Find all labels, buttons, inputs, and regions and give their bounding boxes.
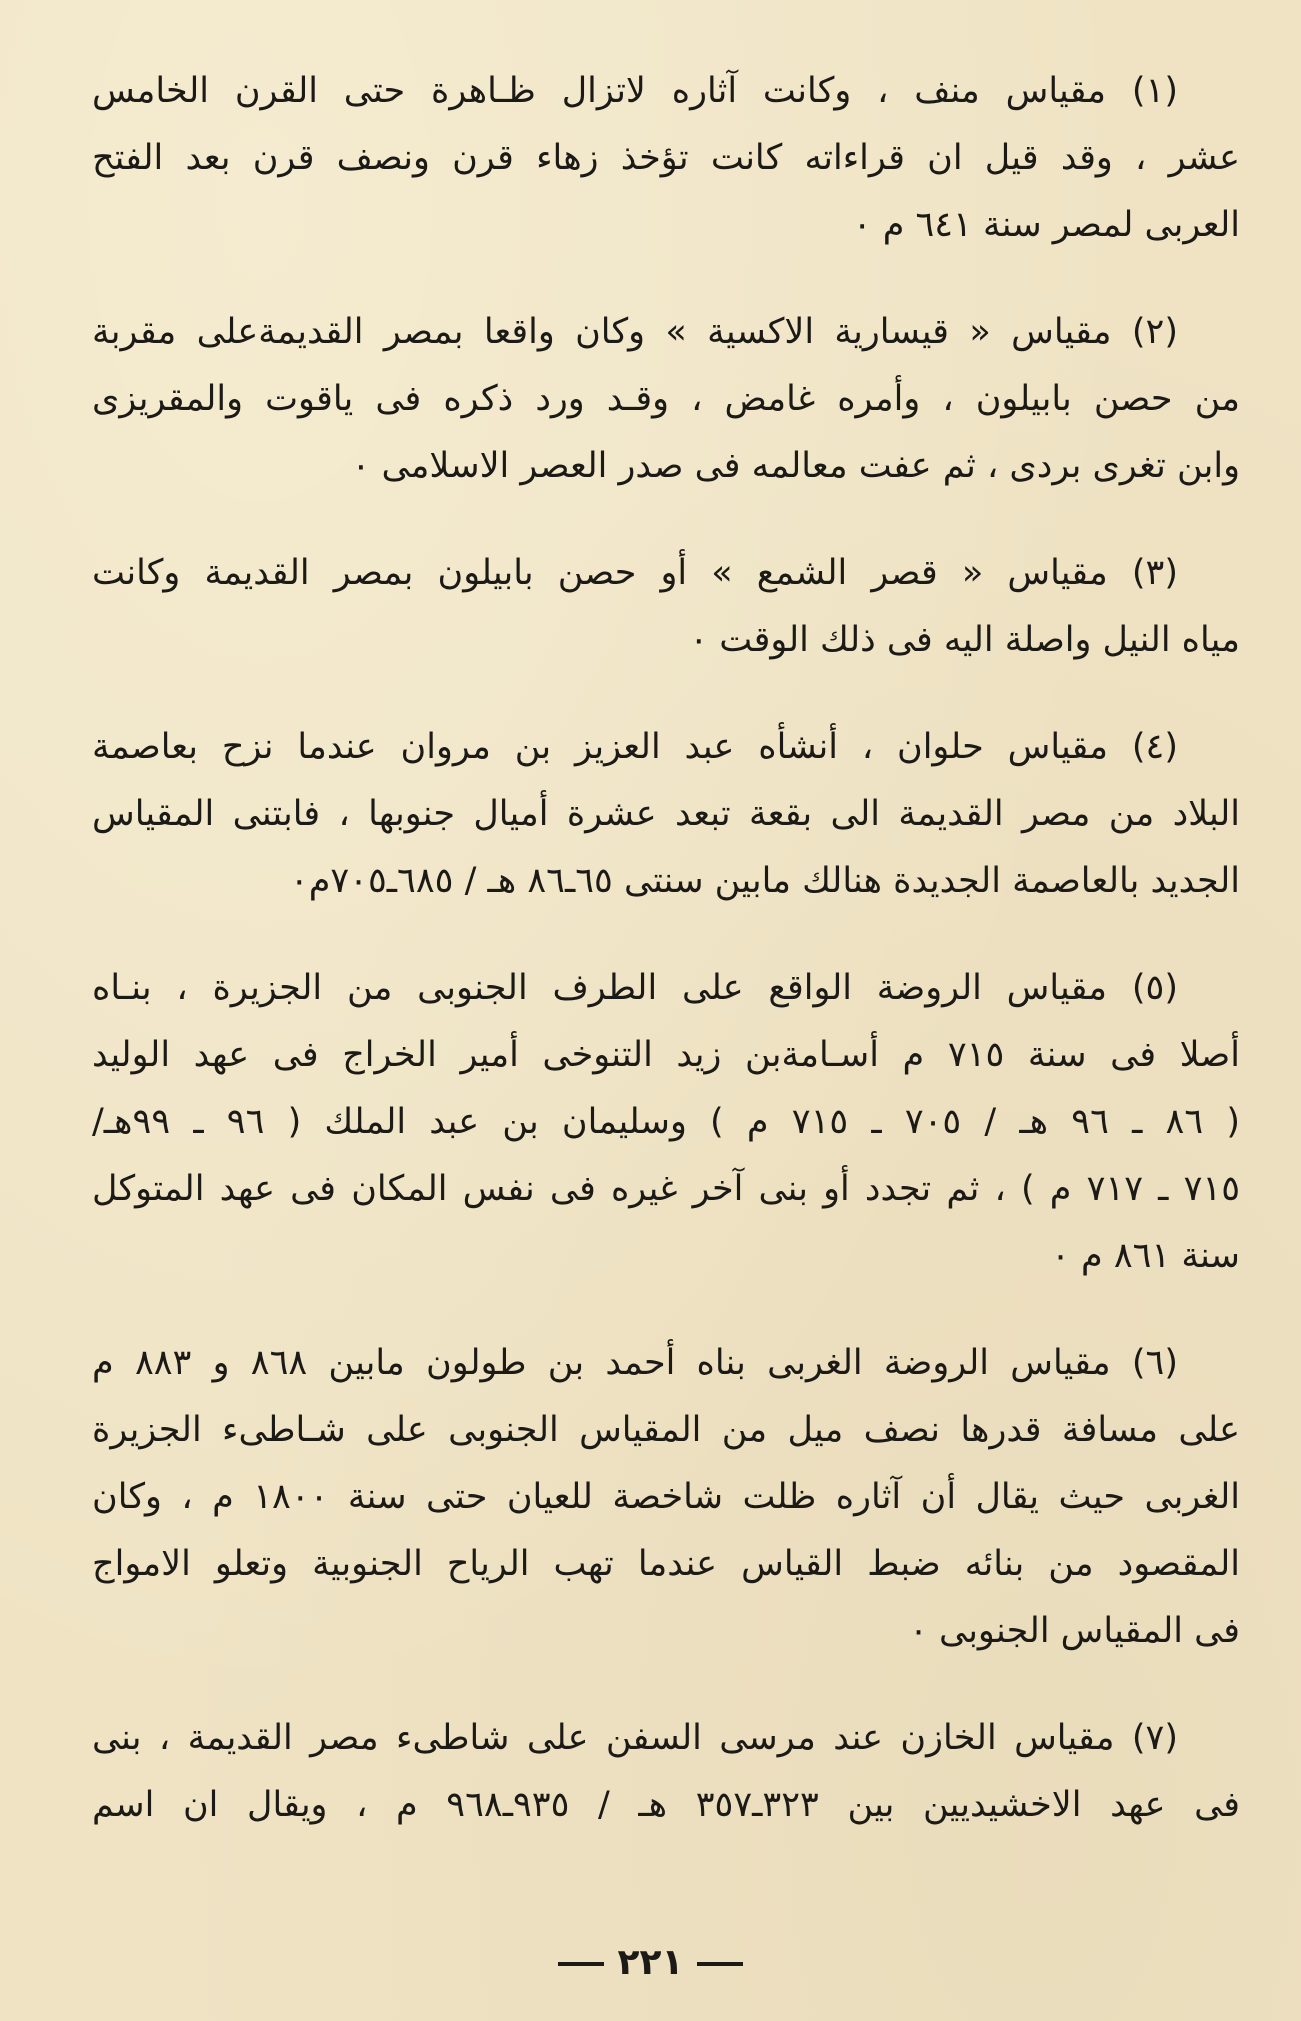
paragraph-5 (92, 955, 1240, 1290)
text-line: (٣) مقياس « قصر الشمع » أو حصن بابيلون بمصر القديمة وكانت (92, 553, 1178, 593)
text-line: ٧١٥ ـ ٧١٧ م ) ، ثم تجدد أو بنى آخر غيره فى نفس المكان فى عهد المتوكل (92, 1169, 1240, 1209)
folio-dash-left (558, 1962, 604, 1966)
text-line: (١) مقياس منف ، وكانت آثاره لاتزال ظـاهرة حتى القرن الخامس (92, 71, 1178, 111)
text-line: الغربى حيث يقال أن آثاره ظلت شاخصة للعيان حتى سنة ١٨٠٠ م ، وكان (92, 1477, 1240, 1517)
text-line: مياه النيل واصلة اليه فى ذلك الوقت ٠ (689, 620, 1240, 660)
text-line: الجديد بالعاصمة الجديدة هنالك مابين سنتى ٦٥ـ٨٦ هـ / ٦٨٥ـ٧٠٥م٠ (289, 861, 1240, 901)
text-line: فى عهد الاخشيديين بين ٣٢٣ـ٣٥٧ هـ / ٩٣٥ـ٩٦٨ م ، ويقال ان اسم (92, 1785, 1240, 1825)
text-line: العربى لمصر سنة ٦٤١ م ٠ (852, 205, 1240, 245)
page-number (0, 1942, 1301, 1983)
paragraph-6 (92, 1330, 1240, 1665)
text-line: (٦) مقياس الروضة الغربى بناه أحمد بن طولون مابين ٨٦٨ و ٨٨٣ م (92, 1343, 1179, 1383)
paragraph-7 (92, 1705, 1240, 1839)
document-page (92, 58, 1240, 1879)
text-line: (٢) مقياس « قيسارية الاكسية » وكان واقعا بمصر القديمةعلى مقربة (92, 312, 1178, 352)
text-line: عشر ، وقد قيل ان قراءاته كانت تؤخذ زهاء قرن ونصف قرن بعد الفتح (92, 138, 1240, 178)
text-line: على مسافة قدرها نصف ميل من المقياس الجنوبى على شـاطىء الجزيرة (92, 1410, 1240, 1450)
text-line: المقصود من بنائه ضبط القياس عندما تهب الرياح الجنوبية وتعلو الامواج (92, 1544, 1240, 1584)
text-line: (٧) مقياس الخازن عند مرسى السفن على شاطىء مصر القديمة ، بنى (92, 1718, 1178, 1758)
text-line: وابن تغرى بردى ، ثم عفت معالمه فى صدر العصر الاسلامى ٠ (351, 446, 1240, 486)
paragraph-4 (92, 714, 1240, 915)
paragraph-3 (92, 540, 1240, 674)
text-line: أصلا فى سنة ٧١٥ م أسـامةبن زيد التنوخى أمير الخراج فى عهد الوليد (92, 1035, 1240, 1075)
text-line: البلاد من مصر القديمة الى بقعة تبعد عشرة أميال جنوبها ، فابتنى المقياس (92, 794, 1240, 834)
text-line: سنة ٨٦١ م ٠ (1051, 1236, 1240, 1276)
paragraph-1 (92, 58, 1240, 259)
text-line: فى المقياس الجنوبى ٠ (909, 1611, 1240, 1651)
text-line: (٤) مقياس حلوان ، أنشأه عبد العزيز بن مروان عندما نزح بعاصمة (92, 727, 1178, 767)
text-line: (٥) مقياس الروضة الواقع على الطرف الجنوبى من الجزيرة ، بنـاه (92, 968, 1178, 1008)
paragraph-2 (92, 299, 1240, 500)
text-line: ( ٨٦ ـ ٩٦ هـ / ٧٠٥ ـ ٧١٥ م ) وسليمان بن عبد الملك ( ٩٦ ـ ٩٩هـ/ (92, 1102, 1240, 1142)
page-number-text: ٢٢١ (617, 1942, 684, 1983)
text-line: من حصن بابيلون ، وأمره غامض ، وقـد ورد ذكره فى ياقوت والمقريزى (92, 379, 1240, 419)
folio-dash-right (697, 1962, 743, 1966)
